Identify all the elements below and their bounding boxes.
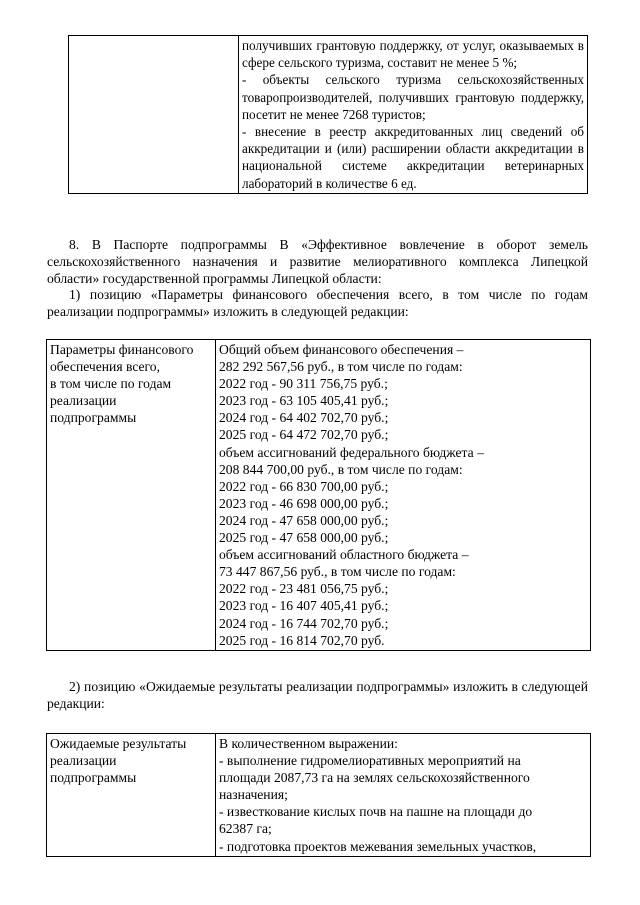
value-line: 208 844 700,00 руб., в том числе по годам: [219,461,463,477]
table-row [47,340,591,651]
value-line: 2024 год - 64 402 702,70 руб.; [219,410,389,426]
table-cell-values [216,340,591,651]
value-line: 2024 год - 16 744 702,70 руб.; [219,615,389,631]
value-line: 2025 год - 64 472 702,70 руб.; [219,427,389,443]
table-cell-label [47,340,216,651]
value-line: назначения; [219,787,288,803]
table-expected-results [46,733,591,857]
value-line: 2023 год - 63 105 405,41 руб.; [219,393,389,409]
result-line: получивших грантовую поддержку, от услуг, оказываемых в сфере сельского туризма, составит не менее 5 %; [242,38,584,71]
value-line: 2024 год - 47 658 000,00 руб.; [219,512,389,528]
value-line: - подготовка проектов межевания земельных участков, [219,838,537,854]
value-line: Общий объем финансового обеспечения – [219,342,464,357]
label-line: Ожидаемые результаты [50,736,187,751]
paragraph-subitem-2: 2) позицию «Ожидаемые результаты реализации подпрограммы» изложить в следующей редакции: [47,679,588,711]
value-line: 2023 год - 46 698 000,00 руб.; [219,495,389,511]
label-line: подпрограммы [50,410,137,426]
label-line: реализации [50,753,117,769]
label-line: Параметры финансового [50,342,194,357]
label-line: в том числе по годам [50,376,172,392]
value-line: объем ассигнований областного бюджета – [219,547,469,563]
table-cell-values [216,734,591,857]
paragraph-item-8: 8. В Паспорте подпрограммы В «Эффективное вовлечение в оборот земель сельскохозяйственного назначения и развитие мелиоративного комплекса Липецкой области» государственной программы Липецкой области: [47,237,588,286]
table-row [47,734,591,857]
value-line: - известкование кислых почв на пашне на площади до [219,804,533,820]
label-line: обеспечения всего, [50,359,160,375]
value-line: площади 2087,73 га на землях сельскохозяйственного [219,770,530,786]
value-line: 73 447 867,56 руб., в том числе по годам: [219,564,456,580]
paragraph-subitem-1: 1) позицию «Параметры финансового обеспечения всего, в том числе по годам реализации подпрограммы» изложить в следующей редакции: [47,287,588,319]
table-cell-empty [69,36,239,194]
table-finance-parameters [46,339,591,651]
value-line: В количественном выражении: [219,736,398,751]
value-line: 2023 год - 16 407 405,41 руб.; [219,598,389,614]
result-line: - внесение в реестр аккредитованных лиц сведений об аккредитации и (или) расширении области аккредитации в национальной системе аккредитации ветеринарных лабораторий в количестве 6 ед. [242,124,584,191]
value-line: 2022 год - 90 311 756,75 руб.; [219,376,388,392]
value-line: 2022 год - 23 481 056,75 руб.; [219,581,389,597]
value-line: 282 292 567,56 руб., в том числе по годам: [219,359,463,375]
table-cell-results-continuation [239,36,588,194]
value-line: 2022 год - 66 830 700,00 руб.; [219,478,389,494]
table-cell-label [47,734,216,857]
result-line: - объекты сельского туризма сельскохозяйственных товаропроизводителей, получивших грантовую поддержку, посетит не менее 7268 туристов; [242,72,584,122]
label-line: подпрограммы [50,770,137,786]
value-line: 2025 год - 16 814 702,70 руб. [219,632,385,648]
value-line: 62387 га; [219,821,272,837]
table-row [69,36,588,194]
value-line: - выполнение гидромелиоративных мероприятий на [219,753,521,769]
table-continuation [68,35,588,194]
value-line: объем ассигнований федерального бюджета – [219,444,484,460]
label-line: реализации [50,393,117,409]
value-line: 2025 год - 47 658 000,00 руб.; [219,530,389,546]
